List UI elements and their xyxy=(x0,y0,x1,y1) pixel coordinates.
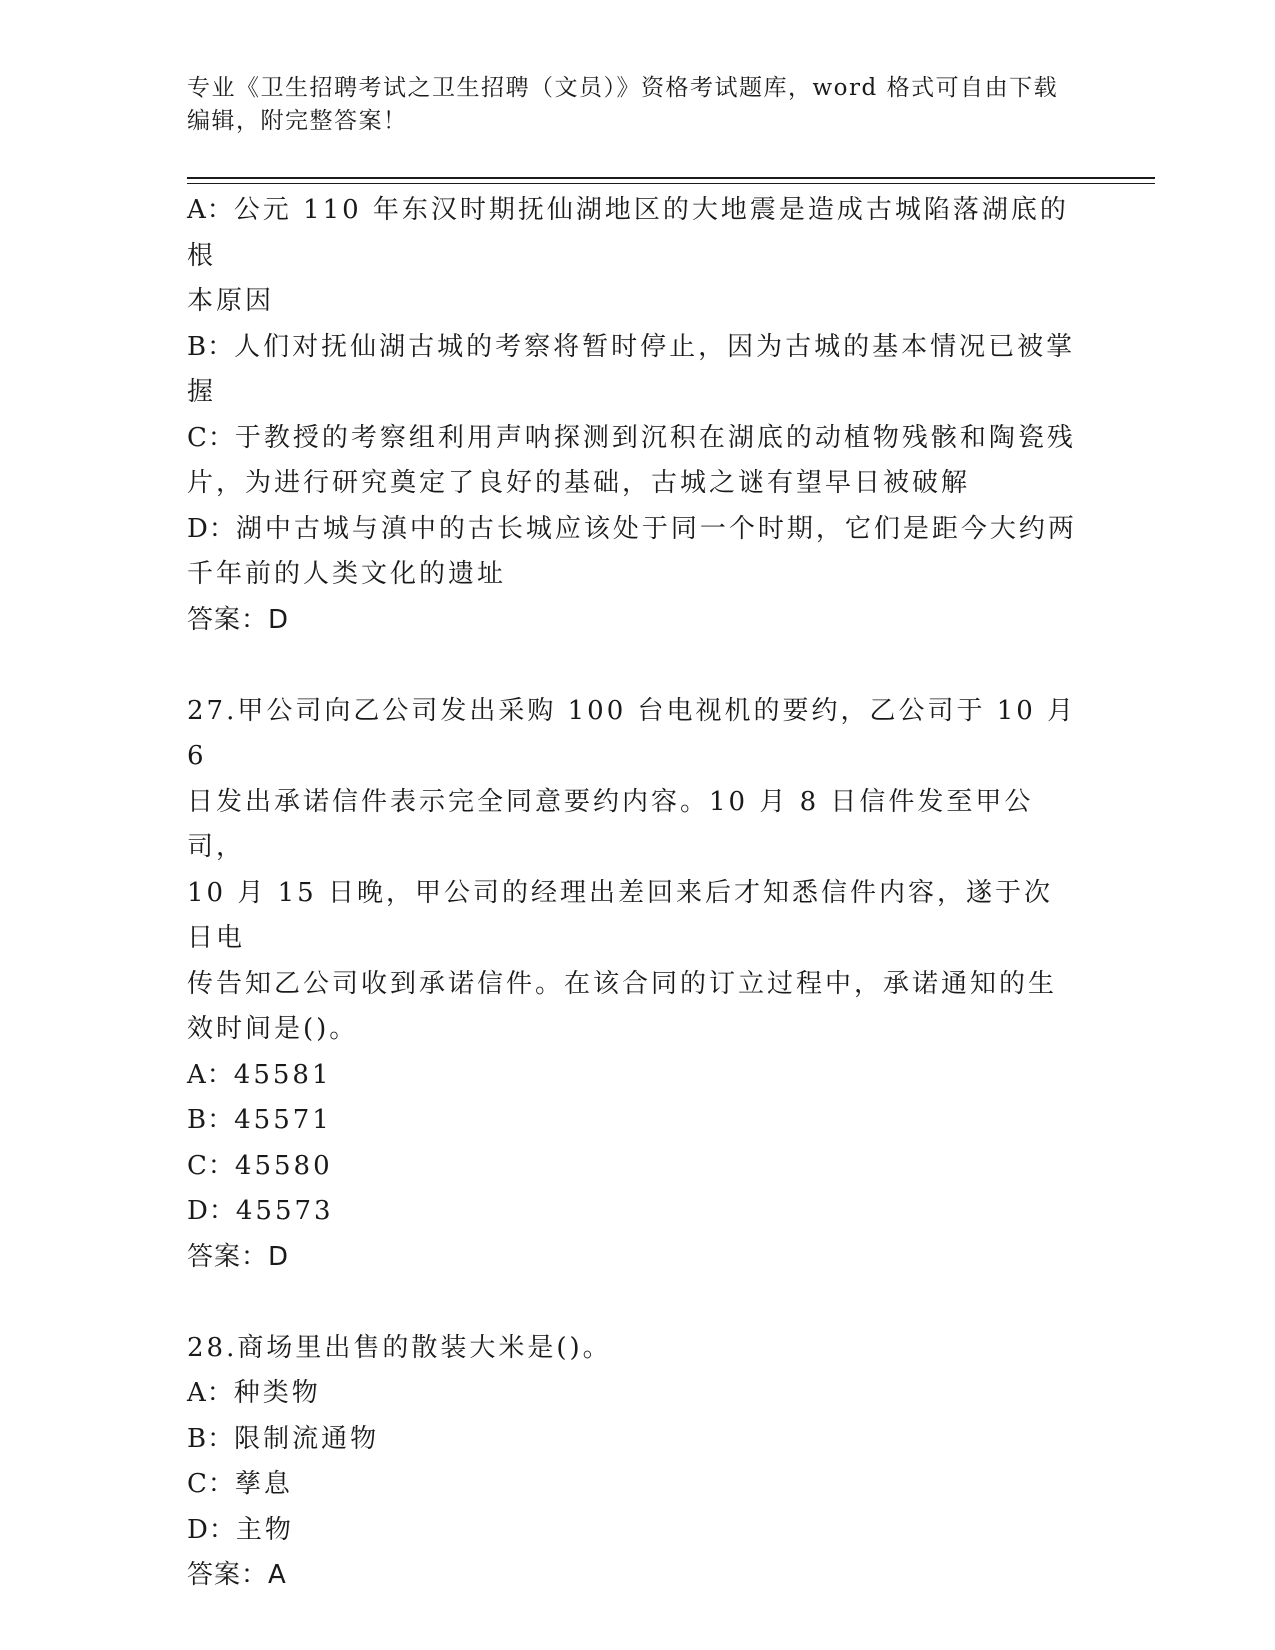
option-c-continued: 片，为进行研究奠定了良好的基础，古城之谜有望早日被破解 xyxy=(187,468,971,498)
option-a-continued: 本原因 xyxy=(187,286,275,316)
option-b: B：限制流通物 xyxy=(187,1423,380,1454)
question-26 xyxy=(187,188,1077,643)
answer: 答案：A xyxy=(187,1560,287,1590)
question-stem-line: 传告知乙公司收到承诺信件。在该合同的订立过程中，承诺通知的生 xyxy=(187,968,1058,999)
question-stem-line: 27.甲公司向乙公司发出采购 100 台电视机的要约，乙公司于 10 月 6 xyxy=(187,695,1077,771)
question-stem-line: 10 月 15 日晚，甲公司的经理出差回来后才知悉信件内容，遂于次日电 xyxy=(187,877,1053,953)
option-c: C：于教授的考察组利用声呐探测到沉积在湖底的动植物残骸和陶瓷残 xyxy=(187,422,1076,453)
question-content xyxy=(187,188,1077,1599)
option-c: C：45580 xyxy=(187,1150,333,1181)
header-divider-thin xyxy=(187,183,1155,184)
option-d: D：45573 xyxy=(187,1196,334,1226)
option-a: A：种类物 xyxy=(187,1378,321,1408)
question-28 xyxy=(187,1326,1077,1599)
spacer xyxy=(187,1280,1077,1326)
option-b: B：45571 xyxy=(187,1105,332,1135)
question-stem-line: 日发出承诺信件表示完全同意要约内容。10 月 8 日信件发至甲公司， xyxy=(187,786,1034,862)
option-a: A：45581 xyxy=(187,1059,332,1090)
option-a: A：公元 110 年东汉时期抚仙湖地区的大地震是造成古城陷落湖底的根 xyxy=(187,195,1069,271)
spacer xyxy=(187,643,1077,689)
option-b-continued: 握 xyxy=(187,377,217,407)
option-d: D：湖中古城与滇中的古长城应该处于同一个时期，它们是距今大约两 xyxy=(187,513,1077,544)
header-line-2: 编辑，附完整答案！ xyxy=(187,108,408,134)
header-line-1: 专业《卫生招聘考试之卫生招聘（文员）》资格考试题库，word 格式可自由下载 xyxy=(187,75,1059,101)
document-header xyxy=(187,72,1067,138)
answer: 答案：D xyxy=(187,604,290,635)
answer: 答案：D xyxy=(187,1241,290,1272)
option-b: B：人们对抚仙湖古城的考察将暂时停止，因为古城的基本情况已被掌 xyxy=(187,331,1076,362)
question-stem-line: 效时间是()。 xyxy=(187,1014,359,1044)
header-divider-thick xyxy=(187,177,1155,179)
question-27 xyxy=(187,689,1077,1281)
option-d-continued: 千年前的人类文化的遗址 xyxy=(187,559,507,589)
question-stem: 28.商场里出售的散装大米是()。 xyxy=(187,1332,612,1363)
option-c: C：孳息 xyxy=(187,1469,293,1499)
option-d: D：主物 xyxy=(187,1514,294,1545)
